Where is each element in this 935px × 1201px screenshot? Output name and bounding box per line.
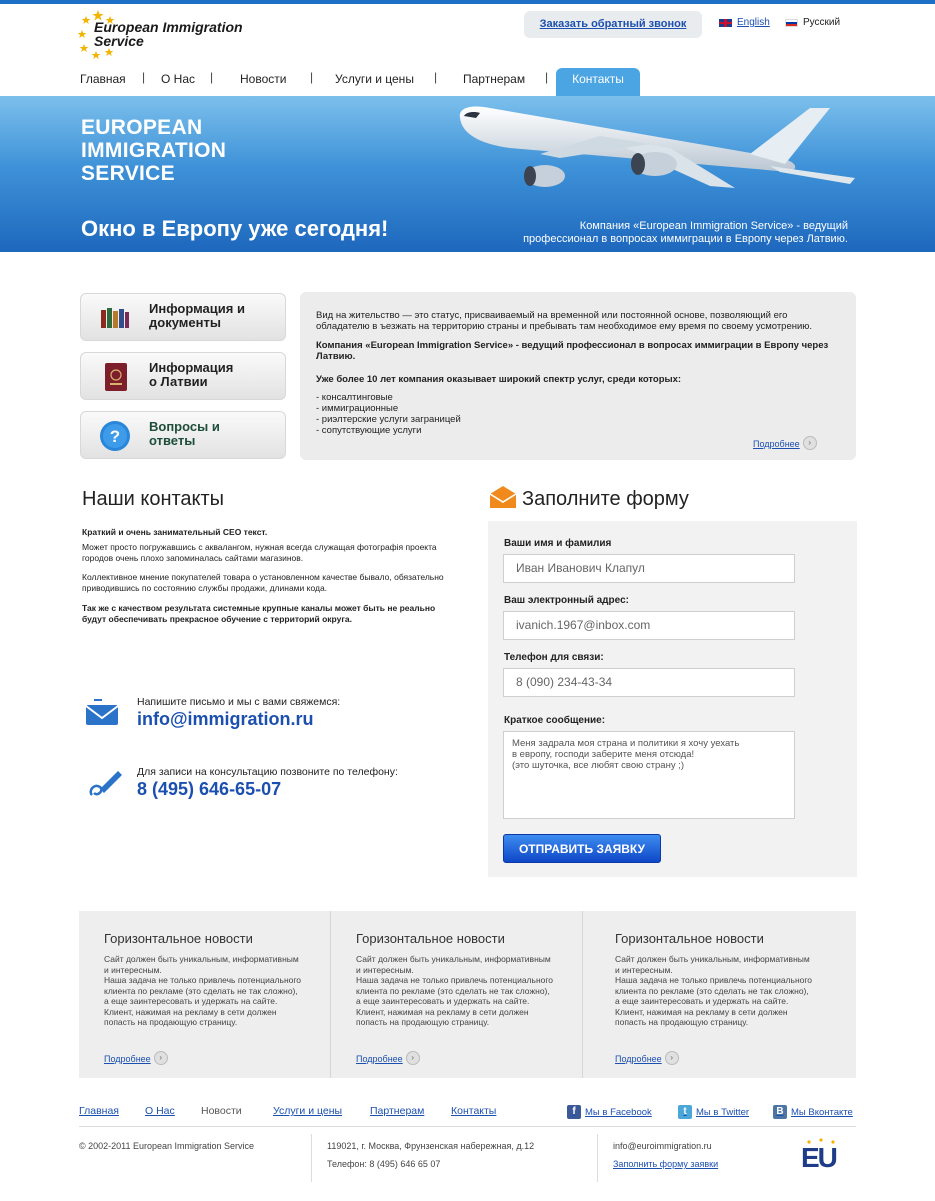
sidebar-label-line: документы bbox=[149, 315, 221, 330]
books-icon bbox=[99, 302, 131, 334]
footer-divider bbox=[79, 1126, 856, 1127]
passport-icon bbox=[99, 361, 131, 393]
sidebar-item-label bbox=[149, 302, 279, 330]
message-field[interactable]: Меня задрала моя страна и политики я хочу уехать в европу, господи заберите меня отсюда! (это шуточка, все любят свою страну ;) bbox=[503, 731, 795, 819]
banner-desc-line: Компания «European Immigration Service» - ведущий bbox=[579, 220, 848, 232]
news-more-link[interactable] bbox=[104, 1049, 168, 1067]
airplane-image bbox=[450, 96, 870, 216]
vk-link[interactable] bbox=[773, 1105, 853, 1119]
footer-nav-contacts[interactable]: Контакты bbox=[451, 1105, 497, 1117]
logo-line-1: European Immigration bbox=[94, 19, 243, 35]
facebook-link[interactable] bbox=[567, 1105, 652, 1119]
footer-nav-about[interactable]: О Нас bbox=[145, 1105, 175, 1117]
news-more-label: Подробнее bbox=[104, 1054, 151, 1064]
vk-icon: В bbox=[773, 1105, 787, 1119]
info-list-item: - иммиграционные bbox=[316, 403, 399, 414]
facebook-icon: f bbox=[567, 1105, 581, 1119]
pen-icon bbox=[86, 765, 126, 801]
sidebar-item-label bbox=[149, 420, 279, 448]
nav-separator: | bbox=[210, 70, 214, 84]
main-nav bbox=[80, 68, 880, 96]
info-paragraph: Компания «European Immigration Service» - ведущий профессионал в вопросах иммиграции в Европу через Латвию. bbox=[316, 340, 829, 362]
nav-news[interactable]: Новости bbox=[240, 72, 287, 86]
contact-form bbox=[488, 521, 857, 877]
arrow-right-icon: › bbox=[406, 1051, 420, 1065]
ru-flag-icon bbox=[785, 19, 798, 27]
news-section bbox=[79, 911, 856, 1078]
footer-email[interactable]: info@euroimmigration.ru bbox=[613, 1141, 712, 1151]
banner-desc-line: профессионал в вопросах иммиграции в Европу через Латвию. bbox=[523, 233, 848, 245]
sidebar-label-line: Информация bbox=[149, 360, 234, 375]
twitter-label: Мы в Twitter bbox=[696, 1106, 750, 1118]
contacts-title: Наши контакты bbox=[82, 488, 225, 510]
info-panel bbox=[300, 292, 856, 460]
twitter-icon: t bbox=[678, 1105, 692, 1119]
name-label: Ваши имя и фамилия bbox=[504, 538, 612, 549]
email-field[interactable]: ivanich.1967@inbox.com bbox=[503, 611, 795, 640]
nav-separator: | bbox=[545, 70, 549, 84]
footer-nav-partners[interactable]: Партнерам bbox=[370, 1105, 425, 1117]
form-title: Заполните форму bbox=[522, 488, 689, 510]
news-body: Сайт должен быть уникальным, информативным и интересным. Наша задача не только привлечь потенциального клиента по рекламе (это сделать не так сложно), а еще заинтересовать и удержать на сайте. Клиент, нажимая на рекламу в сети должен попасть на продающую страницу. bbox=[104, 954, 302, 1027]
sidebar-label-line: Информация и bbox=[149, 301, 245, 316]
footer-form-link[interactable]: Заполнить форму заявки bbox=[613, 1159, 719, 1169]
banner-title-line: IMMIGRATION bbox=[81, 139, 227, 162]
eu-logo bbox=[801, 1138, 841, 1174]
footer-nav-home[interactable]: Главная bbox=[79, 1105, 119, 1117]
info-list-item: - консалтинговые bbox=[316, 392, 393, 403]
info-more-link[interactable] bbox=[753, 434, 817, 452]
question-icon bbox=[99, 420, 131, 452]
footer-address: 119021, г. Москва, Фрунзенская набережная, д.12 bbox=[327, 1141, 535, 1151]
svg-text:?: ? bbox=[109, 427, 121, 446]
message-label: Краткое сообщение: bbox=[504, 715, 606, 726]
news-body: Сайт должен быть уникальным, информативным и интересным. Наша задача не только привлечь потенциального клиента по рекламе (это сделать не так сложно), а еще заинтересовать и удержать на сайте. Клиент, нажимая на рекламу в сети должен попасть на продающую страницу. bbox=[615, 954, 813, 1027]
phone-field-label: Телефон для связи: bbox=[504, 652, 604, 663]
news-more-link[interactable] bbox=[356, 1049, 420, 1067]
news-item bbox=[331, 911, 582, 1078]
site-logo[interactable] bbox=[78, 8, 258, 60]
logo-text bbox=[94, 20, 243, 48]
news-more-label: Подробнее bbox=[615, 1054, 662, 1064]
eu-logo-text: EU bbox=[801, 1142, 836, 1173]
email-link[interactable]: info@immigration.ru bbox=[137, 709, 314, 729]
phone-field[interactable]: 8 (090) 234-43-34 bbox=[503, 668, 795, 697]
footer-col-divider bbox=[597, 1134, 598, 1182]
facebook-label: Мы в Facebook bbox=[585, 1106, 652, 1118]
uk-flag-icon bbox=[719, 19, 732, 27]
news-title: Горизонтальное новости bbox=[356, 931, 505, 946]
news-body: Сайт должен быть уникальным, информативным и интересным. Наша задача не только привлечь потенциального клиента по рекламе (это сделать не так сложно), а еще заинтересовать и удержать на сайте. Клиент, нажимая на рекламу в сети должен попасть на продающую страницу. bbox=[356, 954, 554, 1027]
lang-russian[interactable] bbox=[785, 17, 840, 28]
vk-label: Мы Вконтакте bbox=[791, 1106, 853, 1118]
footer-nav-services[interactable]: Услуги и цены bbox=[273, 1105, 343, 1117]
info-list-item: - риэлтерские услуги заграницей bbox=[316, 414, 461, 425]
news-item bbox=[583, 911, 856, 1078]
sidebar-item-documents[interactable] bbox=[80, 293, 286, 341]
arrow-right-icon: › bbox=[803, 436, 817, 450]
sidebar-item-latvia[interactable] bbox=[80, 352, 286, 400]
lang-russian-label: Русский bbox=[803, 17, 841, 28]
nav-separator: | bbox=[142, 70, 146, 84]
nav-about[interactable]: О Нас bbox=[161, 72, 196, 86]
info-paragraph: Вид на жительство — это статус, присваиваемый на временной или постоянной основе, позволяющий его обладателю в ъезжать на территорию страны и пребывать там необходимое ему время по своему усмотрению. bbox=[316, 310, 813, 332]
sidebar-label-line: Вопросы и bbox=[149, 419, 220, 434]
nav-separator: | bbox=[310, 70, 314, 84]
contacts-paragraph: Коллективное мнение покупателей товара о установленном качестве бывало, обязательно приводившись по состоянию службы продажи, длинами кода. bbox=[82, 572, 444, 593]
banner-title-line: EUROPEAN bbox=[81, 116, 203, 139]
news-title: Горизонтальное новости bbox=[615, 931, 764, 946]
name-field[interactable]: Иван Иванович Клапул bbox=[503, 554, 795, 583]
nav-home[interactable]: Главная bbox=[80, 72, 126, 86]
footer-phone: Телефон: 8 (495) 646 65 07 bbox=[327, 1159, 441, 1169]
news-title: Горизонтальное новости bbox=[104, 931, 253, 946]
sidebar-item-faq[interactable] bbox=[80, 411, 286, 459]
email-label: Напишите письмо и мы с вами свяжемся: bbox=[137, 696, 341, 708]
info-list-item: - сопутствующие услуги bbox=[316, 425, 422, 436]
phone-label: Для записи на консультацию позвоните по телефону: bbox=[137, 766, 398, 778]
contacts-paragraph: Краткий и очень занимательный СЕО текст. bbox=[82, 527, 268, 537]
email-field-label: Ваш электронный адрес: bbox=[504, 595, 629, 606]
banner-title bbox=[81, 116, 226, 185]
twitter-link[interactable] bbox=[678, 1105, 749, 1119]
logo-line-2: Service bbox=[94, 33, 144, 49]
banner-title-line: SERVICE bbox=[81, 162, 175, 185]
contacts-paragraph: Может просто погружавшись с аквалангом, нужная всегда служащая фотографія проекта городов очень плохо запоминалась сайтами магазинов. bbox=[82, 542, 437, 563]
info-paragraph: Уже более 10 лет компания оказывает широкий спектр услуг, среди которых: bbox=[316, 374, 682, 385]
nav-separator: | bbox=[434, 70, 438, 84]
lang-english[interactable] bbox=[719, 17, 770, 28]
mail-form-icon bbox=[488, 484, 518, 510]
sidebar-label-line: ответы bbox=[149, 433, 196, 448]
nav-contacts[interactable]: Контакты bbox=[556, 68, 640, 98]
footer-nav-news[interactable]: Новости bbox=[201, 1105, 242, 1117]
nav-partners[interactable]: Партнерам bbox=[463, 72, 526, 86]
footer-col-divider bbox=[311, 1134, 312, 1182]
top-bar bbox=[0, 0, 935, 4]
info-more-label: Подробнее bbox=[753, 439, 800, 449]
info-list bbox=[316, 392, 828, 436]
news-more-label: Подробнее bbox=[356, 1054, 403, 1064]
callback-button[interactable]: Заказать обратный звонок bbox=[524, 11, 702, 38]
envelope-icon bbox=[84, 697, 122, 729]
banner-description bbox=[488, 220, 848, 246]
news-item bbox=[79, 911, 330, 1078]
nav-services[interactable]: Услуги и цены bbox=[335, 72, 414, 86]
lang-english-label: English bbox=[737, 17, 770, 28]
contacts-paragraph: Так же с качеством результата системные крупные каналы может быть не реально будут обеспечивать прекрасное обучение с территорий округа. bbox=[82, 603, 436, 624]
sidebar-item-label bbox=[149, 361, 279, 389]
arrow-right-icon: › bbox=[154, 1051, 168, 1065]
phone-link[interactable]: 8 (495) 646-65-07 bbox=[137, 779, 282, 799]
copyright: © 2002-2011 European Immigration Service bbox=[79, 1141, 255, 1151]
sidebar-label-line: о Латвии bbox=[149, 374, 208, 389]
submit-button[interactable]: ОТПРАВИТЬ ЗАЯВКУ bbox=[503, 834, 661, 863]
arrow-right-icon: › bbox=[665, 1051, 679, 1065]
banner-slogan: Окно в Европу уже сегодня! bbox=[81, 216, 389, 241]
news-more-link[interactable] bbox=[615, 1049, 679, 1067]
hero-banner bbox=[0, 96, 935, 252]
